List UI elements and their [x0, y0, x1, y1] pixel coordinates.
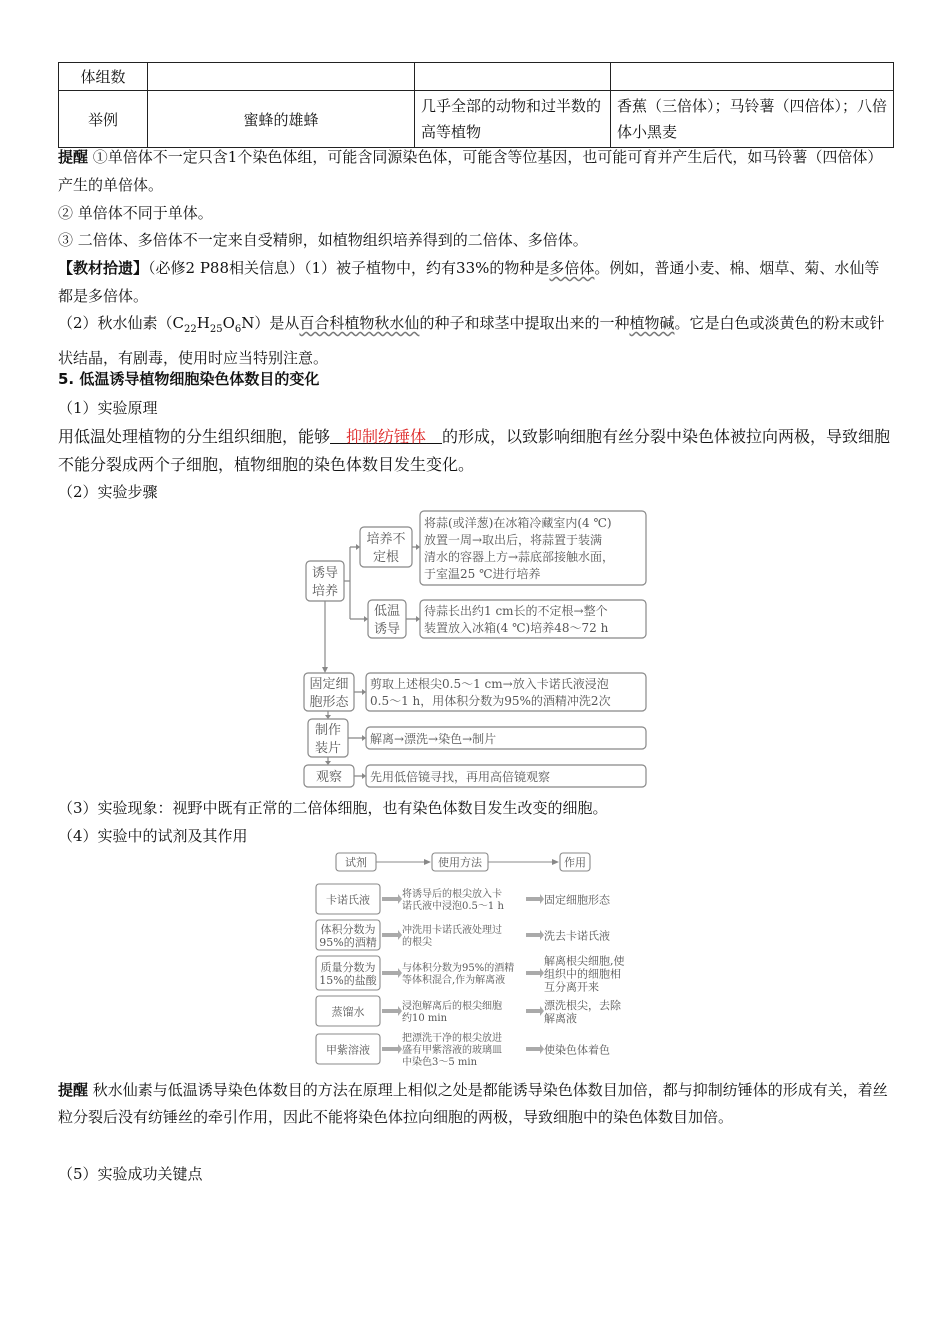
table-row: [59, 91, 894, 148]
text-span: O: [222, 314, 235, 332]
reagent-name: 95%的酒精: [319, 936, 377, 949]
flow-label: 诱导: [373, 622, 401, 637]
arrow-icon: [382, 968, 402, 978]
reagent-effect: 固定细胞形态: [544, 893, 610, 907]
reagent-effect: 漂洗根尖，去除: [544, 999, 621, 1012]
table-cell: 香蕉（三倍体）；马铃薯（四倍体）；八倍体小黑麦: [611, 91, 894, 148]
flow-desc-line: 装置放入冰箱(4 ℃)培养48～72 h: [424, 621, 609, 635]
flow-desc-line: 待蒜长出约1 cm长的不定根→整个: [424, 604, 608, 618]
text-span: 。例如，普通小麦、棉、烟草、菊、水仙等都是多倍体。: [58, 259, 880, 305]
subscript: 25: [209, 324, 223, 335]
reagent-name: 甲紫溶液: [326, 1043, 370, 1057]
tip-text: 秋水仙素与低温诱导染色体数目的方法在原理上相似之处是都能诱导染色体数目加倍，都与抑制纺锤体的形成有关，着丝粒分裂后没有纺锤丝的牵引作用，因此不能将染色体拉向细胞的两极，导致细胞中的染色体数目加倍。: [58, 1081, 888, 1126]
tip-label: 提醒: [58, 1081, 89, 1099]
reagent-method: 等体积混合,作为解离液: [402, 975, 506, 986]
table-row: [59, 63, 894, 91]
flow-desc-line: 剪取上述根尖0.5～1 cm→放入卡诺氏液浸泡: [370, 677, 609, 691]
reagent-header: 作用: [564, 856, 586, 869]
text-span: （2）秋水仙素（C: [58, 314, 185, 332]
observation-paragraph: （3）实验现象：视野中既有正常的二倍体细胞，也有染色体数目发生改变的细胞。: [58, 799, 608, 817]
subheading-reagents: （4）实验中的试剂及其作用: [58, 827, 248, 845]
arrow-icon: [526, 1006, 544, 1016]
arrow-icon: [382, 894, 402, 904]
text-span: 。它是白色或淡黄色的粉末或针状结晶，有剧毒，使用时应当特别注意。: [58, 314, 885, 367]
flow-label: 制作: [314, 723, 342, 738]
reagent-effect: 组织中的细胞相: [544, 967, 621, 981]
flow-label: 培养不: [366, 532, 406, 547]
text-span: H: [196, 314, 210, 332]
reagent-name: 质量分数为: [320, 961, 376, 974]
text-span: 多倍体: [549, 259, 595, 277]
subheading-principle: （1）实验原理: [58, 399, 158, 417]
arrow-icon: [526, 894, 544, 904]
flow-desc-line: 清水的容器上方→蒜底部接触水面，: [424, 550, 615, 564]
textbook-paragraph-1: [58, 254, 894, 310]
flow-label: 胞形态: [309, 695, 349, 710]
table-cell: [415, 63, 611, 91]
reagent-method: 与体积分数为95%的酒精: [402, 963, 515, 974]
textbook-label: 【教材拾遗】: [58, 259, 149, 277]
flow-desc-line: 放置一周→取出后，将蒜置于装满: [424, 533, 603, 547]
reagent-effect: 互分离开来: [544, 980, 599, 994]
reagent-name: 15%的盐酸: [319, 974, 377, 987]
table-cell: 体组数: [59, 63, 148, 91]
arrow-icon: [526, 1044, 544, 1054]
reagent-method: 冲洗用卡诺氏液处理过: [402, 925, 502, 936]
table-cell: 举例: [59, 91, 148, 148]
text-span: 百合科植物秋水仙: [299, 314, 420, 332]
reagent-method: 的根尖: [402, 937, 432, 948]
table-cell: [148, 63, 415, 91]
text-span: 植物碱: [629, 314, 675, 332]
arrow-icon: [382, 930, 402, 940]
subheading-steps: （2）实验步骤: [58, 483, 158, 501]
flow-desc-line: 于室温25 ℃进行培养: [424, 567, 541, 581]
principle-paragraph: [58, 423, 894, 479]
reagent-header: 使用方法: [438, 856, 482, 869]
reagent-header: 试剂: [345, 856, 367, 869]
flow-label: 定根: [372, 550, 400, 565]
text-span: （必修2 P88相关信息）（1）被子植物中，约有33%的物种是: [148, 259, 550, 277]
reagent-method: 中染色3～5 min: [402, 1057, 478, 1068]
reagent-name: 体积分数为: [320, 923, 376, 936]
arrow-icon: [526, 968, 544, 978]
arrow-icon: [382, 1044, 402, 1054]
table-cell: [611, 63, 894, 91]
flow-desc-line: 将蒜(或洋葱)在冰箱冷藏室内(4 ℃): [424, 516, 612, 530]
reagent-effect: 使染色体着色: [544, 1043, 610, 1057]
text-span: N）是从: [241, 314, 300, 332]
flow-desc-line: 解离→漂洗→染色→制片: [370, 732, 497, 746]
tip-line-3: ③ 二倍体、多倍体不一定来自受精卵，如植物组织培养得到的二倍体、多倍体。: [58, 231, 588, 249]
tip-paragraph-2: [58, 1077, 894, 1131]
flow-label: 固定细: [309, 677, 349, 692]
tip-text: ①单倍体不一定只含1个染色体组，可能含同源染色体，可能含等位基因，也可能可育并产生后代，如马铃薯（四倍体）产生的单倍体。: [58, 148, 883, 194]
reagent-method: 盛有甲紫溶液的玻璃皿: [402, 1045, 502, 1056]
reagent-method: 约10 min: [402, 1013, 448, 1024]
reagents-diagram: [314, 850, 650, 1072]
arrow-icon: [526, 930, 544, 940]
arrow-icon: [382, 1006, 402, 1016]
ploidy-table: [58, 62, 894, 148]
reagent-method: 诺氏液中浸泡0.5～1 h: [402, 901, 504, 912]
flow-desc-line: 0.5～1 h，用体积分数为95%的酒精冲洗2次: [370, 694, 611, 708]
flow-label: 装片: [314, 741, 342, 756]
flow-label: 诱导: [311, 566, 339, 581]
reagent-name: 卡诺氏液: [326, 893, 370, 907]
reagent-effect: 解离根尖细胞,使: [544, 954, 625, 968]
table-cell: 蜜蜂的雄蜂: [148, 91, 415, 148]
subscript: 6: [234, 324, 242, 335]
subheading-keypoints: （5）实验成功关键点: [58, 1165, 203, 1183]
tip-line-2: ② 单倍体不同于单体。: [58, 204, 213, 222]
flow-label: 低温: [373, 604, 401, 619]
section-heading: 5. 低温诱导植物细胞染色体数目的变化: [58, 370, 320, 388]
fill-blank-answer: 抑制纺锤体: [346, 427, 427, 446]
reagent-name: 蒸馏水: [331, 1005, 365, 1019]
text-span: 用低温处理植物的分生组织细胞，能够: [58, 427, 331, 446]
flow-label: 培养: [311, 584, 339, 599]
tip-label: 提醒: [58, 148, 89, 166]
flow-desc-line: 先用低倍镜寻找，再用高倍镜观察: [370, 770, 551, 784]
textbook-paragraph-2: [58, 309, 894, 372]
reagent-effect: 解离液: [544, 1012, 577, 1025]
table-cell: 几乎全部的动物和过半数的高等植物: [415, 91, 611, 148]
reagent-method: 把漂洗干净的根尖放进: [402, 1033, 502, 1044]
reagent-method: 将诱导后的根尖放入卡: [402, 889, 502, 900]
reagent-method: 浸泡解离后的根尖细胞: [402, 1001, 502, 1012]
steps-flowchart: [300, 505, 652, 792]
text-span: 的形成，以致影响细胞有丝分裂中染色体被拉向两极，导致细胞不能分裂成两个子细胞，植物细胞的染色体数目发生变化。: [58, 427, 891, 474]
subscript: 22: [184, 324, 197, 335]
tip-paragraph-1: [58, 143, 894, 199]
flow-label: 观察: [315, 770, 343, 785]
text-span: 的种子和球茎中提取出来的一种: [419, 314, 630, 332]
reagent-effect: 洗去卡诺氏液: [544, 929, 610, 943]
